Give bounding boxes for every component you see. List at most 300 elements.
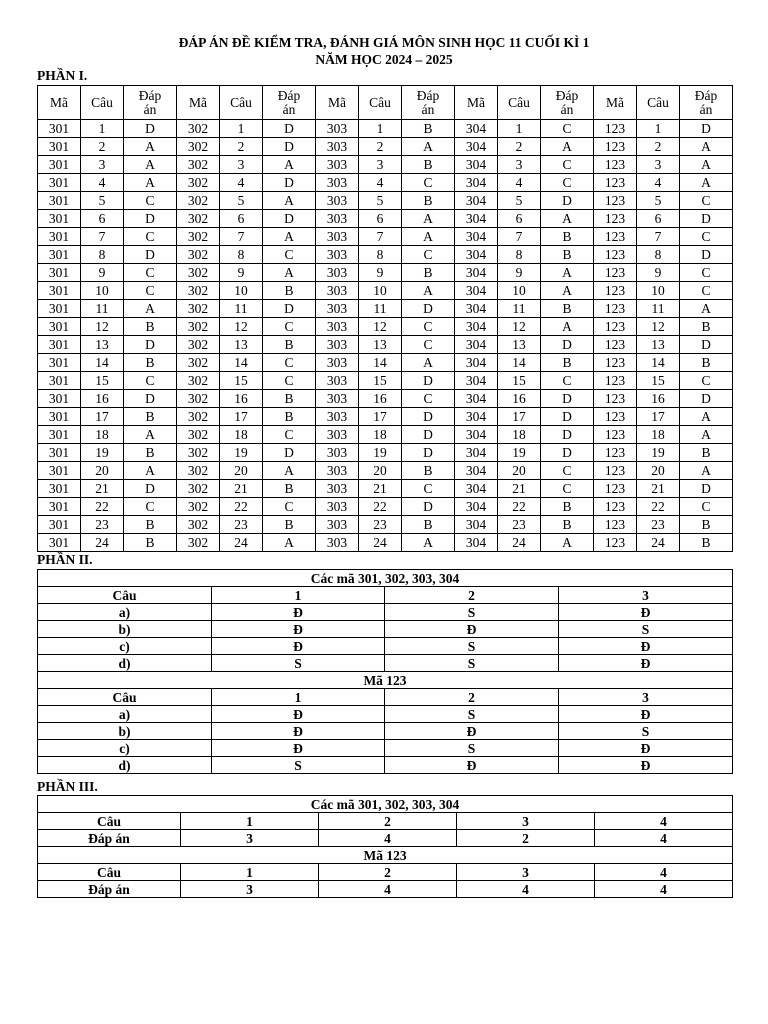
cell-cau: 7 (637, 228, 680, 246)
cell-answer: A (541, 282, 594, 300)
cell-ma: 301 (38, 534, 81, 552)
part1-header-row (38, 86, 733, 120)
cell-answer: C (680, 264, 733, 282)
cell-answer: A (541, 534, 594, 552)
cell-cau: 5 (637, 192, 680, 210)
part3-cell: 4 (457, 881, 595, 898)
col-header-cau: Câu (498, 86, 541, 120)
col-header-dap: Đáp (416, 87, 440, 103)
part2-cell: Đ (385, 757, 559, 774)
cell-answer: A (402, 210, 455, 228)
cell-cau: 2 (220, 138, 263, 156)
col-header-dap: Đáp (138, 87, 162, 103)
cell-cau: 5 (359, 192, 402, 210)
cell-ma: 301 (38, 120, 81, 138)
col-header-ma: Mã (316, 86, 359, 120)
cell-cau: 15 (498, 372, 541, 390)
cell-cau: 23 (359, 516, 402, 534)
cell-cau: 20 (637, 462, 680, 480)
cell-cau: 9 (637, 264, 680, 282)
cell-answer: A (402, 354, 455, 372)
cell-ma: 303 (316, 264, 359, 282)
cell-ma: 303 (316, 138, 359, 156)
cell-answer: D (680, 336, 733, 354)
cell-answer: B (124, 318, 177, 336)
cell-answer: D (680, 210, 733, 228)
cell-answer: A (124, 138, 177, 156)
cell-ma: 123 (594, 426, 637, 444)
cell-answer: B (541, 300, 594, 318)
cell-cau: 17 (220, 408, 263, 426)
part2-cell: b) (38, 723, 212, 740)
cell-answer: D (402, 426, 455, 444)
cell-cau: 22 (498, 498, 541, 516)
cell-cau: 4 (359, 174, 402, 192)
cell-answer: B (124, 444, 177, 462)
cell-cau: 1 (359, 120, 402, 138)
cell-ma: 303 (316, 120, 359, 138)
cell-answer: A (263, 462, 316, 480)
cell-answer: C (124, 282, 177, 300)
part2-caption: Các mã 301, 302, 303, 304 (38, 570, 733, 587)
cell-cau: 12 (498, 318, 541, 336)
cell-answer: A (124, 462, 177, 480)
cell-ma: 304 (455, 228, 498, 246)
cell-answer: B (541, 516, 594, 534)
cell-cau: 20 (220, 462, 263, 480)
cell-cau: 13 (220, 336, 263, 354)
cell-answer: A (124, 156, 177, 174)
part3-cell: 4 (595, 830, 733, 847)
cell-cau: 21 (498, 480, 541, 498)
cell-answer: C (402, 390, 455, 408)
cell-ma: 301 (38, 246, 81, 264)
cell-answer: C (263, 372, 316, 390)
cell-cau: 12 (81, 318, 124, 336)
cell-ma: 123 (594, 318, 637, 336)
cell-cau: 20 (81, 462, 124, 480)
cell-answer: A (680, 426, 733, 444)
cell-cau: 23 (498, 516, 541, 534)
table-row (38, 246, 733, 264)
cell-cau: 16 (359, 390, 402, 408)
cell-answer: C (263, 246, 316, 264)
cell-ma: 302 (177, 156, 220, 174)
cell-cau: 14 (498, 354, 541, 372)
col-header-ma: Mã (594, 86, 637, 120)
cell-answer: C (541, 372, 594, 390)
cell-cau: 4 (81, 174, 124, 192)
cell-ma: 123 (594, 210, 637, 228)
cell-ma: 302 (177, 390, 220, 408)
cell-cau: 24 (81, 534, 124, 552)
cell-answer: A (402, 228, 455, 246)
cell-answer: D (541, 426, 594, 444)
cell-cau: 11 (637, 300, 680, 318)
cell-cau: 13 (498, 336, 541, 354)
cell-cau: 18 (359, 426, 402, 444)
cell-ma: 301 (38, 138, 81, 156)
cell-answer: B (263, 336, 316, 354)
cell-answer: A (680, 156, 733, 174)
cell-cau: 16 (220, 390, 263, 408)
part2-cell: S (385, 604, 559, 621)
cell-ma: 304 (455, 192, 498, 210)
part3-dap-an-row (38, 881, 733, 898)
table-row (38, 120, 733, 138)
part3-cell: 3 (457, 864, 595, 881)
cell-answer: C (263, 426, 316, 444)
cell-cau: 16 (637, 390, 680, 408)
cell-ma: 123 (594, 174, 637, 192)
cell-answer: D (402, 408, 455, 426)
table-row (38, 426, 733, 444)
cell-ma: 301 (38, 282, 81, 300)
cell-cau: 8 (81, 246, 124, 264)
cell-cau: 3 (81, 156, 124, 174)
cell-cau: 2 (81, 138, 124, 156)
cell-answer: C (541, 480, 594, 498)
cell-answer: B (680, 354, 733, 372)
cell-answer: B (402, 192, 455, 210)
cell-ma: 302 (177, 336, 220, 354)
cell-ma: 302 (177, 372, 220, 390)
cell-ma: 123 (594, 192, 637, 210)
part3-cell: 4 (319, 830, 457, 847)
table-row (38, 638, 733, 655)
cell-cau: 19 (359, 444, 402, 462)
part3-cell: 4 (595, 864, 733, 881)
cell-cau: 24 (220, 534, 263, 552)
cell-ma: 301 (38, 408, 81, 426)
table-row (38, 138, 733, 156)
cell-cau: 3 (637, 156, 680, 174)
cell-ma: 301 (38, 210, 81, 228)
cell-ma: 301 (38, 480, 81, 498)
cell-cau: 17 (359, 408, 402, 426)
cell-cau: 1 (498, 120, 541, 138)
cell-answer: D (263, 120, 316, 138)
cell-cau: 6 (498, 210, 541, 228)
cell-ma: 123 (594, 138, 637, 156)
part2-heading: PHẦN II. (37, 552, 93, 567)
part2-header-cell: Câu (38, 587, 212, 604)
part2-cell: Đ (559, 655, 733, 672)
cell-answer: D (680, 390, 733, 408)
cell-ma: 123 (594, 516, 637, 534)
cell-cau: 11 (81, 300, 124, 318)
cell-ma: 303 (316, 336, 359, 354)
cell-cau: 7 (498, 228, 541, 246)
cell-ma: 301 (38, 390, 81, 408)
cell-answer: D (680, 246, 733, 264)
cell-ma: 302 (177, 192, 220, 210)
cell-cau: 18 (637, 426, 680, 444)
cell-cau: 21 (359, 480, 402, 498)
cell-answer: D (263, 174, 316, 192)
part2-cell: Đ (212, 706, 385, 723)
cell-cau: 22 (359, 498, 402, 516)
cell-cau: 13 (637, 336, 680, 354)
cell-ma: 123 (594, 390, 637, 408)
cell-answer: C (541, 462, 594, 480)
cell-cau: 21 (81, 480, 124, 498)
cell-ma: 123 (594, 228, 637, 246)
cell-answer: A (263, 192, 316, 210)
cell-ma: 302 (177, 228, 220, 246)
col-header-ma: Mã (455, 86, 498, 120)
cell-answer: C (680, 228, 733, 246)
table-row (38, 480, 733, 498)
cell-cau: 24 (359, 534, 402, 552)
cell-cau: 9 (81, 264, 124, 282)
cell-answer: D (263, 444, 316, 462)
part2-cell: S (559, 723, 733, 740)
table-row (38, 300, 733, 318)
cell-cau: 16 (498, 390, 541, 408)
cell-ma: 304 (455, 462, 498, 480)
part2-cell: b) (38, 621, 212, 638)
cell-ma: 303 (316, 372, 359, 390)
cell-ma: 303 (316, 318, 359, 336)
cell-answer: D (124, 246, 177, 264)
part1-heading: PHẦN I. (37, 68, 88, 83)
part3-cell: 1 (181, 864, 319, 881)
part3-cell: 3 (181, 881, 319, 898)
col-header-dap: Đáp (555, 87, 579, 103)
part2-cell: d) (38, 655, 212, 672)
cell-cau: 10 (637, 282, 680, 300)
part2-cell: d) (38, 757, 212, 774)
cell-ma: 123 (594, 480, 637, 498)
col-header-an: án (699, 101, 713, 117)
part2-cell: Đ (385, 723, 559, 740)
table-row (38, 174, 733, 192)
part2-caption: Mã 123 (38, 672, 733, 689)
part3-cell: Đáp án (38, 830, 181, 847)
col-header-dap: Đáp (694, 87, 718, 103)
cell-answer: D (680, 480, 733, 498)
cell-cau: 12 (220, 318, 263, 336)
cell-answer: A (124, 300, 177, 318)
cell-answer: C (402, 336, 455, 354)
part3-cell: 2 (319, 813, 457, 830)
cell-ma: 303 (316, 444, 359, 462)
table-row (38, 354, 733, 372)
cell-cau: 19 (220, 444, 263, 462)
cell-ma: 304 (455, 138, 498, 156)
col-header-cau: Câu (637, 86, 680, 120)
cell-answer: B (402, 120, 455, 138)
cell-answer: C (680, 498, 733, 516)
cell-cau: 17 (498, 408, 541, 426)
cell-answer: D (541, 390, 594, 408)
cell-ma: 304 (455, 534, 498, 552)
cell-answer: D (263, 210, 316, 228)
table-row (38, 264, 733, 282)
cell-ma: 123 (594, 498, 637, 516)
cell-answer: B (263, 408, 316, 426)
cell-answer: B (541, 354, 594, 372)
cell-ma: 303 (316, 174, 359, 192)
cell-answer: B (402, 516, 455, 534)
part2-header-row (38, 689, 733, 706)
table-row (38, 516, 733, 534)
cell-ma: 303 (316, 498, 359, 516)
cell-ma: 302 (177, 426, 220, 444)
title-line-1: ĐÁP ÁN ĐỀ KIỂM TRA, ĐÁNH GIÁ MÔN SINH HỌC 11 CUỐI KÌ 1 (178, 35, 590, 50)
cell-cau: 24 (498, 534, 541, 552)
cell-answer: C (124, 498, 177, 516)
cell-ma: 304 (455, 282, 498, 300)
cell-cau: 7 (359, 228, 402, 246)
cell-answer: C (263, 318, 316, 336)
cell-ma: 304 (455, 498, 498, 516)
cell-answer: A (541, 210, 594, 228)
cell-answer: B (680, 318, 733, 336)
table-row (38, 444, 733, 462)
cell-ma: 302 (177, 480, 220, 498)
cell-answer: C (124, 264, 177, 282)
cell-ma: 303 (316, 246, 359, 264)
part3-heading: PHẦN III. (37, 779, 98, 794)
cell-answer: A (680, 300, 733, 318)
cell-ma: 301 (38, 354, 81, 372)
cell-cau: 12 (359, 318, 402, 336)
cell-ma: 123 (594, 534, 637, 552)
part2-cell: Đ (212, 604, 385, 621)
part3-cell: 4 (595, 881, 733, 898)
cell-ma: 301 (38, 156, 81, 174)
cell-ma: 303 (316, 534, 359, 552)
part2-cell: S (559, 621, 733, 638)
cell-cau: 15 (220, 372, 263, 390)
cell-cau: 18 (498, 426, 541, 444)
cell-answer: B (680, 534, 733, 552)
cell-answer: B (402, 462, 455, 480)
cell-ma: 302 (177, 354, 220, 372)
cell-cau: 23 (81, 516, 124, 534)
cell-ma: 303 (316, 354, 359, 372)
cell-cau: 6 (81, 210, 124, 228)
part2-header-cell: 3 (559, 689, 733, 706)
cell-ma: 302 (177, 498, 220, 516)
cell-answer: C (124, 192, 177, 210)
cell-answer: C (402, 246, 455, 264)
cell-ma: 303 (316, 408, 359, 426)
cell-ma: 301 (38, 498, 81, 516)
part2-cell: Đ (559, 706, 733, 723)
cell-answer: C (680, 282, 733, 300)
cell-ma: 304 (455, 336, 498, 354)
part2-cell: S (385, 638, 559, 655)
cell-answer: B (263, 282, 316, 300)
cell-answer: A (124, 426, 177, 444)
cell-answer: A (263, 264, 316, 282)
cell-cau: 10 (359, 282, 402, 300)
col-header-dap-an (124, 86, 177, 120)
cell-answer: D (541, 408, 594, 426)
cell-answer: B (541, 498, 594, 516)
cell-cau: 11 (220, 300, 263, 318)
cell-answer: A (124, 174, 177, 192)
cell-ma: 123 (594, 156, 637, 174)
part2-cell: Đ (212, 740, 385, 757)
part2-cell: S (385, 706, 559, 723)
cell-ma: 301 (38, 264, 81, 282)
table-row (38, 604, 733, 621)
cell-cau: 1 (220, 120, 263, 138)
part2-cell: Đ (559, 740, 733, 757)
cell-answer: B (402, 156, 455, 174)
col-header-cau: Câu (81, 86, 124, 120)
part3-cell: 2 (319, 864, 457, 881)
cell-ma: 304 (455, 516, 498, 534)
cell-answer: D (124, 210, 177, 228)
cell-ma: 301 (38, 372, 81, 390)
cell-ma: 304 (455, 372, 498, 390)
cell-ma: 302 (177, 318, 220, 336)
cell-answer: D (541, 336, 594, 354)
cell-cau: 10 (81, 282, 124, 300)
cell-ma: 302 (177, 462, 220, 480)
cell-ma: 302 (177, 210, 220, 228)
cell-ma: 303 (316, 390, 359, 408)
cell-answer: C (402, 480, 455, 498)
cell-cau: 11 (359, 300, 402, 318)
part2-cell: a) (38, 706, 212, 723)
cell-answer: D (680, 120, 733, 138)
part2-cell: Đ (559, 638, 733, 655)
part2-caption-row (38, 570, 733, 587)
table-row (38, 228, 733, 246)
cell-ma: 301 (38, 462, 81, 480)
table-row (38, 318, 733, 336)
cell-answer: D (124, 336, 177, 354)
table-row (38, 534, 733, 552)
cell-ma: 303 (316, 462, 359, 480)
cell-ma: 303 (316, 210, 359, 228)
cell-answer: D (263, 300, 316, 318)
part2-cell: Đ (559, 604, 733, 621)
cell-ma: 304 (455, 174, 498, 192)
col-header-cau: Câu (359, 86, 402, 120)
cell-ma: 303 (316, 192, 359, 210)
cell-answer: A (402, 138, 455, 156)
table-row (38, 210, 733, 228)
cell-answer: A (263, 228, 316, 246)
cell-answer: D (124, 120, 177, 138)
cell-cau: 7 (220, 228, 263, 246)
cell-answer: A (541, 138, 594, 156)
cell-answer: C (124, 372, 177, 390)
part2-header-row (38, 587, 733, 604)
cell-ma: 304 (455, 390, 498, 408)
cell-ma: 303 (316, 228, 359, 246)
cell-answer: A (541, 318, 594, 336)
part3-caption-row (38, 847, 733, 864)
cell-cau: 1 (637, 120, 680, 138)
table-row (38, 706, 733, 723)
part3-cell: Câu (38, 864, 181, 881)
cell-cau: 14 (81, 354, 124, 372)
cell-cau: 15 (81, 372, 124, 390)
cell-cau: 18 (220, 426, 263, 444)
col-header-an: án (421, 101, 435, 117)
part3-cell: Đáp án (38, 881, 181, 898)
cell-cau: 21 (637, 480, 680, 498)
cell-cau: 22 (220, 498, 263, 516)
